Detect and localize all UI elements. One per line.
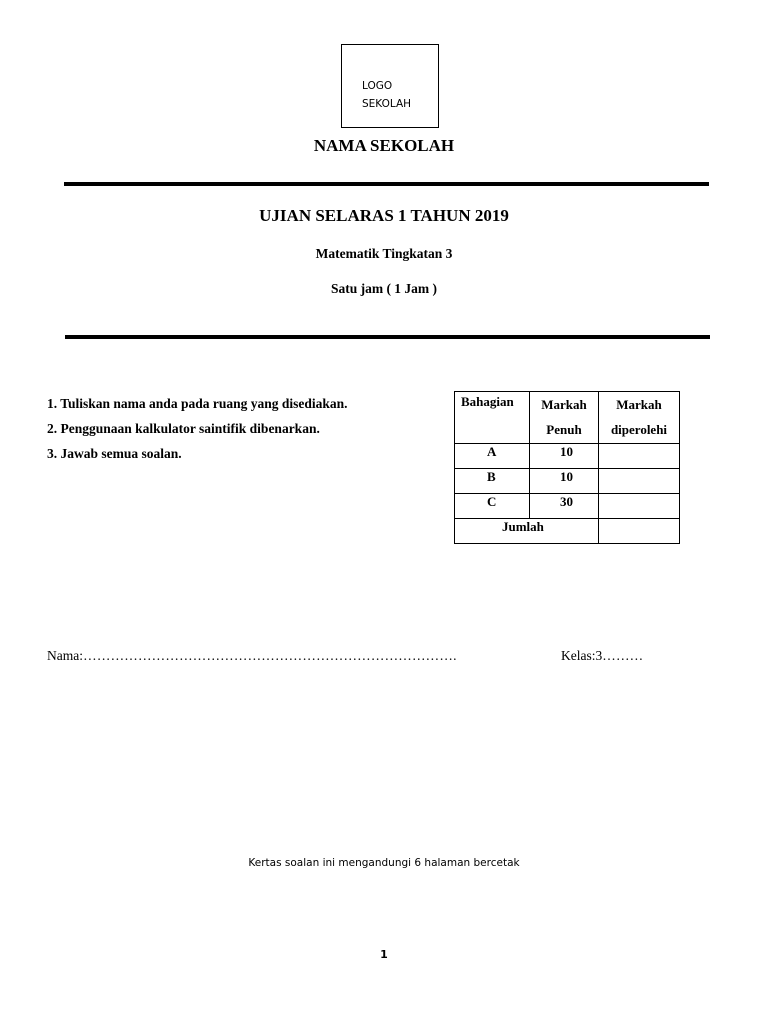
header-full-marks: Markah Penuh <box>530 392 599 444</box>
class-blank[interactable]: ……… <box>602 648 644 663</box>
section-cell: C <box>455 494 530 519</box>
name-label: Nama <box>47 648 80 663</box>
instruction-item: 3. Jawab semua soalan. <box>47 446 182 461</box>
logo-text-line1: LOGO <box>362 80 393 92</box>
marks-table-header-row <box>455 392 680 444</box>
exam-duration: Satu jam ( 1 Jam ) <box>330 281 438 296</box>
student-name-field[interactable] <box>47 648 457 664</box>
page-number: 1 <box>380 948 388 961</box>
full-marks-cell: 10 <box>530 444 599 469</box>
exam-title: UJIAN SELARAS 1 TAHUN 2019 <box>259 206 509 225</box>
table-row <box>455 494 680 519</box>
obtained-marks-cell[interactable] <box>599 469 680 494</box>
obtained-marks-cell[interactable] <box>599 494 680 519</box>
table-row <box>455 469 680 494</box>
page-count-note: Kertas soalan ini mengandungi 6 halaman bercetak <box>248 857 520 869</box>
marks-table <box>454 391 680 544</box>
header-obtained-marks: Markah diperolehi <box>599 392 680 444</box>
header-section: Bahagian <box>455 392 530 444</box>
bottom-divider <box>65 335 710 339</box>
instruction-item: 2. Penggunaan kalkulator saintifik dibenarkan. <box>47 421 320 436</box>
obtained-marks-cell[interactable] <box>599 444 680 469</box>
total-obtained-cell[interactable] <box>599 519 680 544</box>
full-marks-cell: 30 <box>530 494 599 519</box>
school-name: NAMA SEKOLAH <box>313 136 455 155</box>
total-label: Jumlah <box>455 519 599 544</box>
class-label: Kelas:3 <box>561 648 603 663</box>
table-row <box>455 444 680 469</box>
student-class-field[interactable] <box>561 648 643 664</box>
total-row <box>455 519 680 544</box>
subject-title: Matematik Tingkatan 3 <box>315 246 453 261</box>
full-marks-cell: 10 <box>530 469 599 494</box>
section-cell: B <box>455 469 530 494</box>
school-logo-placeholder <box>341 44 439 128</box>
logo-text-line2: SEKOLAH <box>362 98 412 110</box>
instructions-list <box>47 396 348 471</box>
name-blank[interactable]: :………………………………………………………………………. <box>79 648 457 663</box>
top-divider <box>64 182 709 186</box>
instruction-item: 1. Tuliskan nama anda pada ruang yang disediakan. <box>47 396 348 411</box>
section-cell: A <box>455 444 530 469</box>
